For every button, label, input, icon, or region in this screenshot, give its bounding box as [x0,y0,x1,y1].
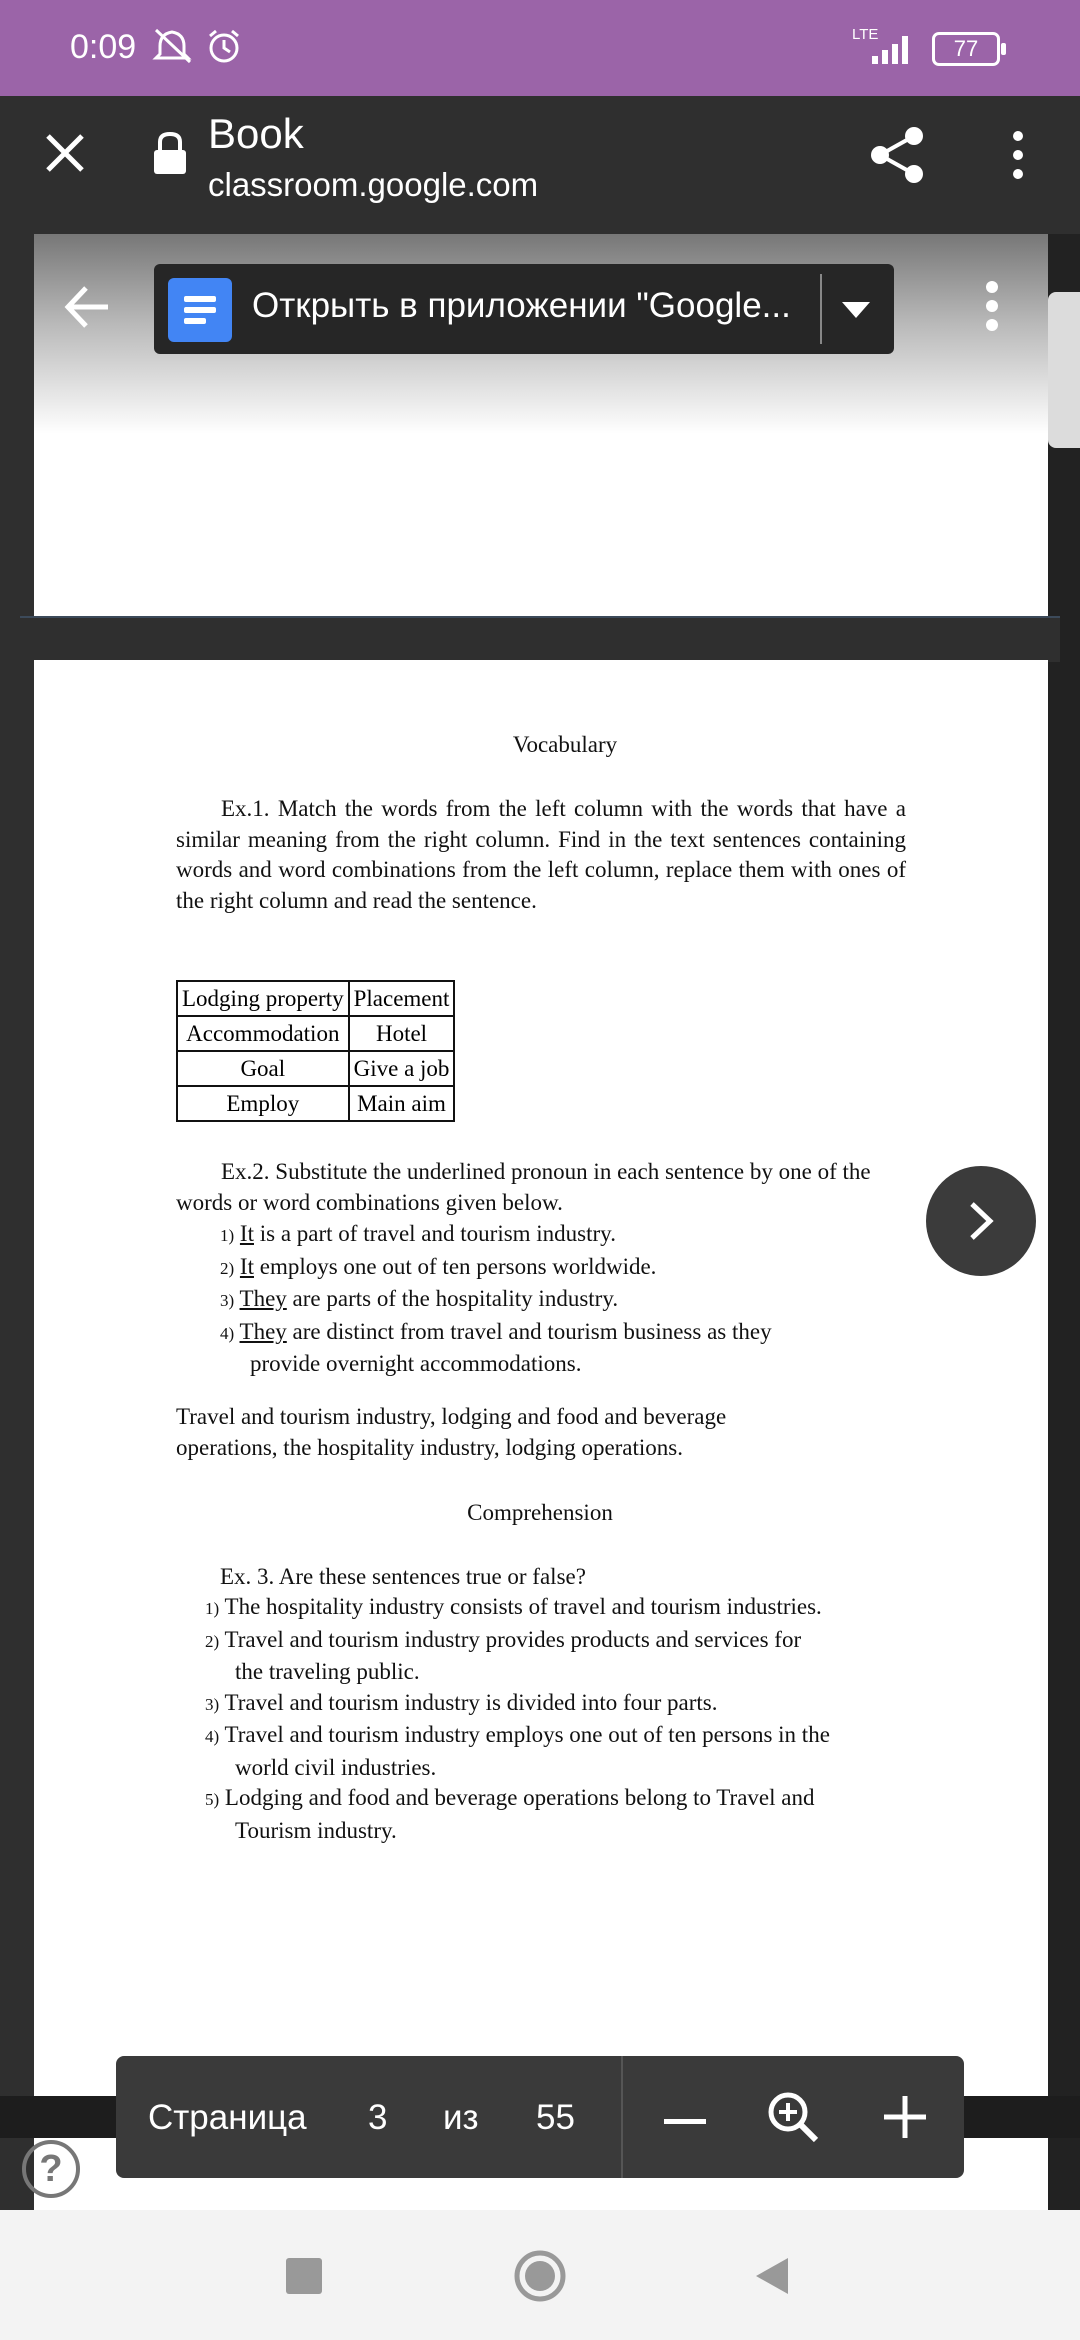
table-cell: Give a job [349,1051,455,1086]
ex1-paragraph [176,794,906,916]
home-icon[interactable] [514,2250,566,2307]
table-cell: Employ [177,1086,349,1121]
left-edge [0,234,34,2210]
help-icon[interactable]: ? [22,2140,80,2198]
pill-divider [820,274,822,344]
list-item: 5) Lodging and food and beverage operations belong to Travel and [205,1785,815,1810]
ex2-options: Travel and tourism industry, lodging and food and beverage operations, the hospitality industry, lodging operations. [176,1404,727,1460]
scroll-track [1048,234,1080,2210]
page-title: Book [208,110,304,157]
chevron-right-icon [966,1200,996,1247]
open-in-app-label: Открыть в приложении "Google... [252,286,791,325]
ex2-list [220,1219,920,1380]
system-nav-bar [0,2210,1080,2340]
zoom-in-magnifier-icon[interactable] [766,2090,820,2149]
back-icon[interactable] [754,2256,790,2301]
network-label: LTE [852,26,879,43]
ex2-text: Ex.2. Substitute the underlined pronoun in each sentence by one of the words or word combinations given below. [176,1159,871,1215]
zoom-out-icon[interactable] [664,2114,706,2132]
of-label: из [443,2098,479,2137]
list-item: 4) They are distinct from travel and tourism business as they [220,1318,772,1344]
page-label: Страница [148,2098,307,2137]
vocab-table [176,980,455,1122]
table-row [177,1086,454,1121]
caret-down-icon[interactable] [842,302,870,318]
ex3-list [205,1592,925,1846]
list-item: 1) It is a part of travel and tourism industry. [220,1221,616,1246]
page-gap [20,616,1060,662]
list-item-cont: world civil industries. [235,1754,437,1780]
viewer-menu-icon[interactable] [982,280,1002,337]
lock-icon [152,130,188,181]
list-item: 2) It employs one out of ten persons worldwide. [220,1253,657,1279]
back-arrow-icon[interactable] [62,284,112,335]
next-page-button[interactable] [926,1166,1036,1276]
table-row [177,1016,454,1051]
page-navigation-bar [116,2056,964,2178]
ex2-paragraph [176,1157,906,1218]
zoom-in-icon[interactable] [884,2096,926,2143]
vocabulary-heading: Vocabulary [512,732,618,757]
table-cell: Main aim [349,1086,455,1121]
table-row [177,1051,454,1086]
custom-tab-toolbar [0,0,1080,234]
list-item: 1) The hospitality industry consists of travel and tourism industries. [205,1594,822,1619]
table-cell: Placement [349,981,455,1016]
recents-icon[interactable] [286,2258,322,2299]
status-time: 0:09 [70,28,137,66]
page-bar-divider [621,2056,623,2178]
page-url: classroom.google.com [208,166,539,203]
list-item: 2) Travel and tourism industry provides products and services for [205,1626,802,1652]
list-item: 3) They are parts of the hospitality industry. [220,1286,619,1311]
list-item-cont: the traveling public. [235,1659,420,1684]
google-docs-icon [168,278,232,342]
total-pages: 55 [536,2098,575,2137]
list-item-cont: provide overnight accommodations. [250,1351,582,1376]
open-in-app-button[interactable] [154,264,894,354]
table-row [177,981,454,1016]
ex3-question: Ex. 3. Are these sentences true or false? [220,1564,586,1589]
list-item: 4) Travel and tourism industry employs one out of ten persons in the [205,1722,830,1747]
list-item: 3) Travel and tourism industry is divided into four parts. [205,1689,718,1715]
battery-icon: 77 [932,32,1000,66]
list-item-cont: Tourism industry. [235,1817,397,1843]
table-cell: Goal [177,1051,349,1086]
current-page-number[interactable]: 3 [368,2098,388,2137]
close-icon[interactable] [42,130,88,181]
table-cell: Accommodation [177,1016,349,1051]
ex1-text: Ex.1. Match the words from the left column with the words that have a similar meaning from the right column. Find in the text sentences containing words and word combinations from the left column, replace them with ones of the right column and read the sentence. [176,796,906,913]
comprehension-heading: Comprehension [467,1500,613,1525]
overflow-menu-icon[interactable] [1008,130,1028,185]
scrollbar-thumb[interactable] [1048,292,1080,448]
table-cell: Lodging property [177,981,349,1016]
share-icon[interactable] [868,124,928,191]
table-cell: Hotel [349,1016,455,1051]
